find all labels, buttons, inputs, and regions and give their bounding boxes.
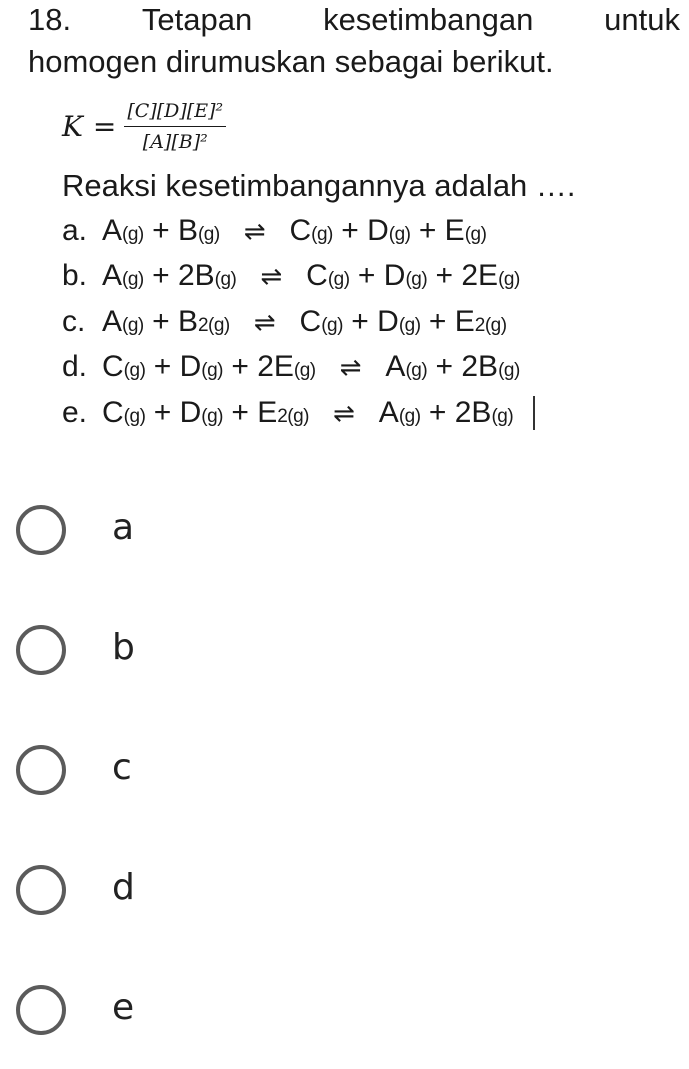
option-b[interactable] (0, 585, 689, 705)
formula-numerator: [C][D][E]² (127, 99, 224, 122)
question-image (0, 0, 689, 450)
question-word: Tetapan (141, 2, 253, 37)
formula-denominator: [A][B]² (142, 130, 208, 153)
radio-button-icon[interactable] (16, 745, 66, 795)
species-text: C (306, 259, 328, 292)
option-label: b (112, 627, 135, 668)
species-text: + D (145, 350, 202, 383)
option-e[interactable] (0, 945, 689, 1065)
phase-subscript: (g) (498, 269, 520, 290)
phase-subscript: 2(g) (277, 406, 309, 427)
phase-subscript: 2(g) (197, 315, 230, 336)
phase-subscript: (g) (321, 315, 343, 336)
radio-button-icon[interactable] (16, 505, 66, 555)
radio-button-icon[interactable] (16, 985, 66, 1035)
species-text: + 2E (223, 350, 294, 383)
species-text: + E (223, 396, 278, 429)
phase-subscript: (g) (311, 224, 333, 245)
reaction-option-b (62, 254, 520, 298)
reaction-label: d. (62, 350, 88, 383)
question-prompt: Reaksi kesetimbangannya adalah …. (62, 168, 576, 203)
species-text: + 2E (427, 259, 499, 292)
reaction-option-d (62, 345, 520, 389)
option-label: c (112, 747, 132, 788)
equilibrium-arrow-icon: ⇌ (253, 307, 276, 337)
phase-subscript: (g) (122, 269, 144, 290)
text-cursor (533, 396, 535, 430)
equilibrium-arrow-icon: ⇌ (243, 216, 266, 246)
option-a[interactable] (0, 465, 689, 585)
phase-subscript: (g) (201, 406, 223, 427)
phase-subscript: (g) (122, 315, 144, 336)
species-text: + E (410, 214, 465, 247)
question-line-2: homogen dirumuskan sebagai berikut. (28, 44, 554, 79)
option-label: a (112, 507, 135, 548)
phase-subscript: (g) (122, 224, 144, 245)
question-number: 18. (28, 2, 72, 37)
phase-subscript: (g) (201, 360, 223, 381)
phase-subscript: (g) (498, 360, 520, 381)
species-text: A (378, 396, 399, 429)
species-text: C (102, 396, 124, 429)
phase-subscript: (g) (123, 360, 146, 381)
equilibrium-constant-formula (62, 86, 226, 166)
species-text: + 2B (420, 396, 492, 429)
equilibrium-arrow-icon: ⇌ (260, 261, 283, 291)
phase-subscript: 2(g) (474, 315, 507, 336)
question-line-1 (28, 2, 680, 38)
phase-subscript: (g) (398, 315, 421, 336)
species-text: + B (143, 214, 198, 247)
option-label: d (112, 867, 135, 908)
species-text: A (385, 350, 406, 383)
phase-subscript: (g) (464, 224, 487, 245)
phase-subscript: (g) (405, 269, 428, 290)
phase-subscript: (g) (405, 360, 428, 381)
formula-equals: = (92, 109, 117, 143)
species-text: A (102, 305, 123, 338)
option-label: e (112, 987, 135, 1028)
species-text: + E (420, 305, 475, 338)
radio-button-icon[interactable] (16, 865, 66, 915)
formula-lhs: K (62, 109, 83, 143)
species-text: + D (332, 214, 389, 247)
species-text: + D (145, 396, 202, 429)
reaction-option-a (62, 209, 486, 253)
question-word: kesetimbangan (323, 2, 534, 37)
phase-subscript: (g) (293, 360, 316, 381)
phase-subscript: (g) (123, 406, 146, 427)
species-text: + 2B (427, 350, 499, 383)
option-c[interactable] (0, 705, 689, 825)
reaction-option-c (62, 300, 507, 344)
species-text: C (299, 305, 322, 338)
species-text: + 2B (143, 259, 215, 292)
phase-subscript: (g) (388, 224, 411, 245)
species-text: + B (143, 305, 198, 338)
species-text: C (102, 350, 124, 383)
equilibrium-arrow-icon: ⇌ (339, 352, 362, 382)
reaction-label: a. (62, 214, 88, 247)
phase-subscript: (g) (197, 224, 220, 245)
species-text: A (102, 259, 123, 292)
reaction-label: c. (62, 305, 86, 338)
species-text: C (289, 214, 312, 247)
species-text: + D (349, 259, 406, 292)
reaction-label: b. (62, 259, 88, 292)
equilibrium-arrow-icon: ⇌ (333, 398, 355, 428)
species-text: A (102, 214, 123, 247)
question-word: untuk (604, 2, 680, 37)
option-d[interactable] (0, 825, 689, 945)
formula-fraction (124, 100, 226, 153)
phase-subscript: (g) (327, 269, 350, 290)
species-text: + D (342, 305, 399, 338)
reaction-label: e. (62, 396, 88, 429)
phase-subscript: (g) (214, 269, 237, 290)
phase-subscript: (g) (491, 406, 514, 427)
radio-button-icon[interactable] (16, 625, 66, 675)
reaction-option-e (62, 391, 535, 435)
phase-subscript: (g) (398, 406, 421, 427)
